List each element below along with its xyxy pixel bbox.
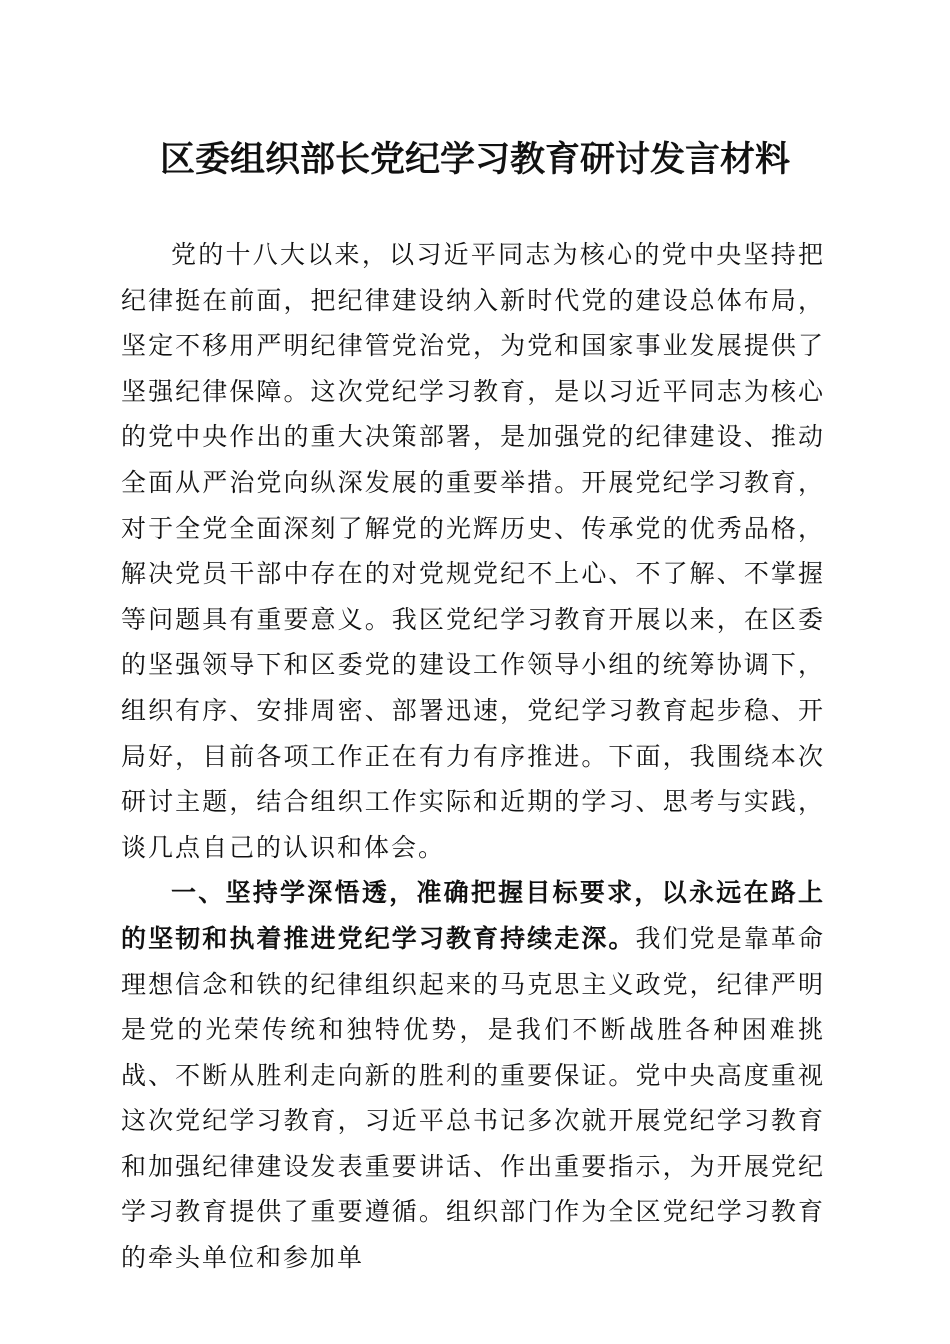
paragraph-section-one <box>121 870 825 1280</box>
document-body <box>121 232 825 1281</box>
paragraph-intro <box>121 232 825 870</box>
document-title: 区委组织部长党纪学习教育研讨发言材料 <box>159 139 790 180</box>
paragraph-section-one-text: 我们党是靠革命理想信念和铁的纪律组织起来的马克思主义政党，纪律严明是党的光荣传统和独特优势，是我们不断战胜各种困难挑战、不断从胜利走向新的胜利的重要保证。党中央高度重视这次党纪学习教育，习近平总书记多次就开展党纪学习教育和加强纪律建设发表重要讲话、作出重要指示，为开展党纪学习教育提供了重要遵循。组织部门作为全区党纪学习教育的牵头单位和参加单 <box>121 923 825 1273</box>
section-one-heading: 一、坚持学深悟透，准确把握目标要求，以永远在路上的坚韧和执着推进党纪学习教育持续走深。 <box>121 878 825 953</box>
paragraph-intro-text: 党的十八大以来，以习近平同志为核心的党中央坚持把纪律挺在前面，把纪律建设纳入新时代党的建设总体布局，坚定不移用严明纪律管党治党，为党和国家事业发展提供了坚强纪律保障。这次党纪学习教育，是以习近平同志为核心的党中央作出的重大决策部署，是加强党的纪律建设、推动全面从严治党向纵深发展的重要举措。开展党纪学习教育，对于全党全面深刻了解党的光辉历史、传承党的优秀品格，解决党员干部中存在的对党规党纪不上心、不了解、不掌握等问题具有重要意义。我区党纪学习教育开展以来，在区委的坚强领导下和区委党的建设工作领导小组的统筹协调下，组织有序、安排周密、部署迅速，党纪学习教育起步稳、开局好，目前各项工作正在有力有序推进。下面，我围绕本次研讨主题，结合组织工作实际和近期的学习、思考与实践，谈几点自己的认识和体会。 <box>121 240 825 862</box>
